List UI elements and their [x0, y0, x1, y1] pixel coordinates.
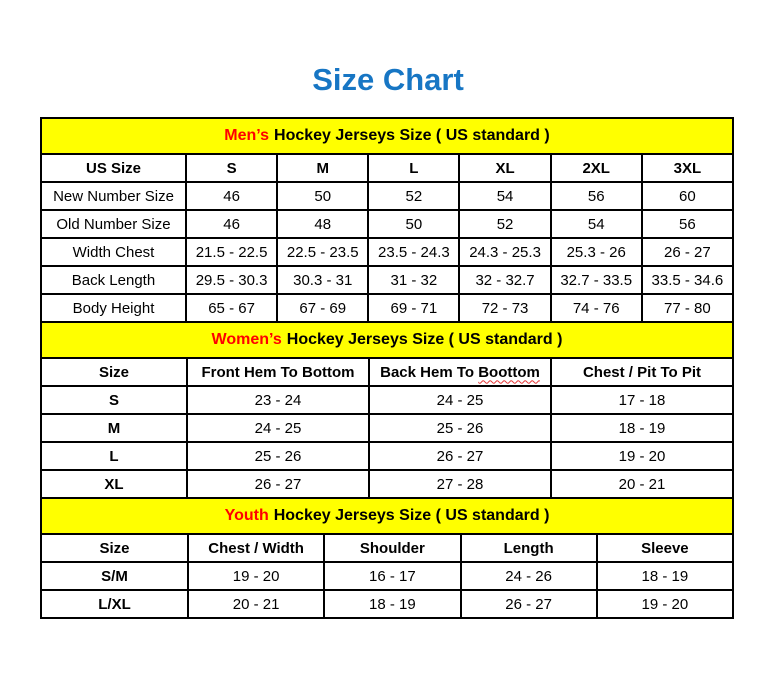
table-cell: 74 - 76	[551, 294, 642, 322]
row-label: Back Length	[41, 266, 186, 294]
table-cell: 26 - 27	[461, 590, 597, 618]
mens-heading-accent: Men’s	[224, 127, 270, 144]
youth-heading-text: Hockey Jerseys Size ( US standard )	[273, 507, 550, 524]
table-cell: 65 - 67	[186, 294, 277, 322]
womens-size-table	[40, 357, 734, 499]
column-header: XL	[459, 154, 550, 182]
table-row	[41, 182, 733, 210]
size-chart-sheet	[40, 117, 734, 619]
table-cell: 50	[277, 182, 368, 210]
table-row	[41, 238, 733, 266]
table-cell: 25 - 26	[369, 414, 551, 442]
youth-section-heading	[40, 497, 734, 535]
table-row	[41, 470, 733, 498]
womens-heading-accent: Women’s	[211, 331, 282, 348]
table-cell: 67 - 69	[277, 294, 368, 322]
table-cell: 33.5 - 34.6	[642, 266, 733, 294]
mens-section-heading	[40, 117, 734, 155]
table-cell: 50	[368, 210, 459, 238]
table-cell: 32.7 - 33.5	[551, 266, 642, 294]
table-cell: 23 - 24	[187, 386, 369, 414]
table-cell: 54	[459, 182, 550, 210]
column-header: Chest / Width	[188, 534, 324, 562]
column-header: 3XL	[642, 154, 733, 182]
row-label: M	[41, 414, 187, 442]
row-label: S/M	[41, 562, 188, 590]
table-cell: 54	[551, 210, 642, 238]
table-cell: 18 - 19	[597, 562, 733, 590]
table-row	[41, 414, 733, 442]
column-header: M	[277, 154, 368, 182]
table-row	[41, 210, 733, 238]
column-header: L	[368, 154, 459, 182]
table-cell: 52	[368, 182, 459, 210]
table-cell: 69 - 71	[368, 294, 459, 322]
table-cell: 48	[277, 210, 368, 238]
table-cell: 22.5 - 23.5	[277, 238, 368, 266]
womens-heading-text: Hockey Jerseys Size ( US standard )	[286, 331, 563, 348]
table-cell: 46	[186, 182, 277, 210]
page-title: Size Chart	[312, 62, 464, 97]
womens-section-heading	[40, 321, 734, 359]
table-cell: 24 - 26	[461, 562, 597, 590]
table-row	[41, 442, 733, 470]
youth-size-table	[40, 533, 734, 619]
column-header: Shoulder	[324, 534, 460, 562]
womens-header-row	[41, 358, 733, 386]
table-cell: 31 - 32	[368, 266, 459, 294]
column-header: Length	[461, 534, 597, 562]
table-cell: 19 - 20	[551, 442, 733, 470]
table-cell: 46	[186, 210, 277, 238]
column-header: Chest / Pit To Pit	[551, 358, 733, 386]
table-cell: 23.5 - 24.3	[368, 238, 459, 266]
row-label: S	[41, 386, 187, 414]
row-label: Body Height	[41, 294, 186, 322]
column-header: Size	[41, 358, 187, 386]
table-cell: 24 - 25	[369, 386, 551, 414]
column-header: US Size	[41, 154, 186, 182]
column-header: 2XL	[551, 154, 642, 182]
table-cell: 29.5 - 30.3	[186, 266, 277, 294]
table-cell: 19 - 20	[597, 590, 733, 618]
table-cell: 17 - 18	[551, 386, 733, 414]
table-row	[41, 386, 733, 414]
table-cell: 77 - 80	[642, 294, 733, 322]
table-cell: 16 - 17	[324, 562, 460, 590]
mens-heading-text: Hockey Jerseys Size ( US standard )	[274, 127, 550, 144]
table-cell: 72 - 73	[459, 294, 550, 322]
table-cell: 27 - 28	[369, 470, 551, 498]
column-header: Back Hem To Boottom	[369, 358, 551, 386]
row-label: L/XL	[41, 590, 188, 618]
youth-heading-accent: Youth	[224, 507, 269, 524]
row-label: Old Number Size	[41, 210, 186, 238]
table-cell: 20 - 21	[188, 590, 324, 618]
table-cell: 19 - 20	[188, 562, 324, 590]
table-cell: 20 - 21	[551, 470, 733, 498]
column-header: Sleeve	[597, 534, 733, 562]
table-cell: 52	[459, 210, 550, 238]
table-cell: 25.3 - 26	[551, 238, 642, 266]
table-cell: 56	[551, 182, 642, 210]
mens-header-row	[41, 154, 733, 182]
table-row	[41, 294, 733, 322]
row-label: L	[41, 442, 187, 470]
column-header: Size	[41, 534, 188, 562]
table-cell: 18 - 19	[324, 590, 460, 618]
table-cell: 21.5 - 22.5	[186, 238, 277, 266]
row-label: XL	[41, 470, 187, 498]
table-cell: 56	[642, 210, 733, 238]
table-cell: 24.3 - 25.3	[459, 238, 550, 266]
table-cell: 25 - 26	[187, 442, 369, 470]
column-header: S	[186, 154, 277, 182]
table-cell: 30.3 - 31	[277, 266, 368, 294]
table-row	[41, 266, 733, 294]
table-cell: 26 - 27	[642, 238, 733, 266]
table-cell: 32 - 32.7	[459, 266, 550, 294]
table-cell: 24 - 25	[187, 414, 369, 442]
row-label: Width Chest	[41, 238, 186, 266]
misspelled-word: Boottom	[478, 363, 540, 381]
table-cell: 26 - 27	[369, 442, 551, 470]
table-cell: 26 - 27	[187, 470, 369, 498]
table-cell: 60	[642, 182, 733, 210]
youth-header-row	[41, 534, 733, 562]
table-row	[41, 562, 733, 590]
table-row	[41, 590, 733, 618]
row-label: New Number Size	[41, 182, 186, 210]
column-header: Front Hem To Bottom	[187, 358, 369, 386]
table-cell: 18 - 19	[551, 414, 733, 442]
mens-size-table	[40, 153, 734, 323]
